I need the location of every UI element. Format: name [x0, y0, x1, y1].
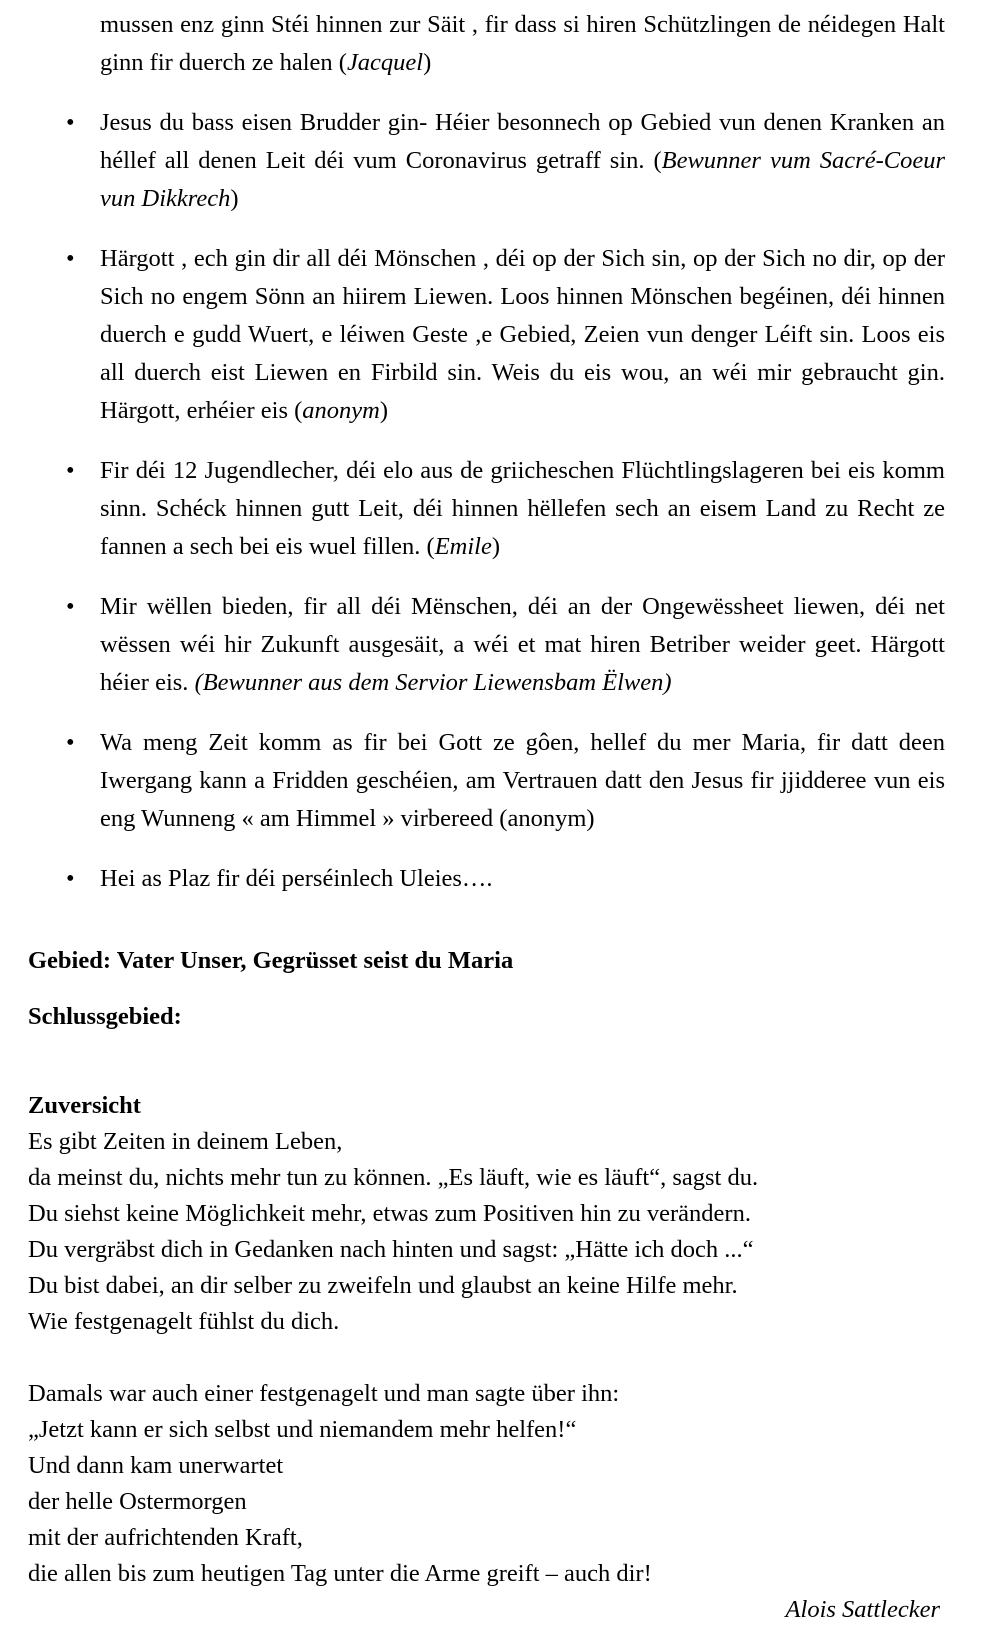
bullet-icon: •: [66, 109, 75, 136]
list-item: [28, 588, 945, 702]
list-item-body: [100, 104, 945, 218]
list-item: [28, 104, 945, 218]
list-item-text: Wa meng Zeit komm as fir bei Gott ze gôen, hellef du mer Maria, fir datt deen Iwergang kann a Fridden geschéien, am Vertrauen datt den Jesus fir jjidderee vun eis eng Wunneng « am Himmel » virbereed (anonym): [100, 729, 945, 832]
list-item-text: Hei as Plaz fir déi perséinlech Uleies….: [100, 865, 493, 892]
list-item-text: Jesus du bass eisen Brudder gin- Héier besonnech op Gebied vun denen Kranken an héllef all denen Leit déi vum Coronavirus getraff sin. (: [100, 109, 945, 174]
poem-line: da meinst du, nichts mehr tun zu können. „Es läuft, wie es läuft“, sagst du.: [28, 1164, 759, 1191]
list-item-body: [100, 860, 945, 898]
bullet-icon: •: [66, 245, 75, 272]
poem-line: Du vergräbst dich in Gedanken nach hinten und sagst: „Hätte ich doch ...“: [28, 1236, 754, 1263]
list-item-text: Fir déi 12 Jugendlecher, déi elo aus de griicheschen Flüchtlingslageren bei eis komm sinn. Schéck hinnen gutt Leit, déi hinnen hëllefen sech an eisem Land zu Recht ze fannen a sech bei eis wuel fillen. (: [100, 457, 945, 560]
bullet-icon: •: [66, 729, 75, 756]
list-item: [28, 240, 945, 430]
bullet-icon: •: [66, 457, 75, 484]
list-item-text: Härgott , ech gin dir all déi Mönschen , déi op der Sich sin, op der Sich no dir, op der Sich no engem Sönn an hiirem Liewen. Loos hinnen Mönschen begéinen, déi hinnen duerch e gudd Wuert, e léiwen Geste ,e Gebied, Zeien vun denger Léift sin. Loos eis all duerch eist Liewen en Firbild sin. Weis du eis wou, an wéi mir gebraucht gin. Härgott, erhéier eis (: [100, 245, 945, 424]
poem-line: mit der aufrichtenden Kraft,: [28, 1524, 303, 1551]
list-item-body: [100, 724, 945, 838]
list-item-tail: ): [491, 533, 501, 560]
list-item-attribution: anonym: [302, 397, 380, 424]
poem-author: Alois Sattlecker: [785, 1596, 940, 1623]
poem-zuversicht: [28, 1088, 945, 1628]
poem-line: Damals war auch einer festgenagelt und man sagte über ihn:: [28, 1380, 620, 1407]
list-item-body: [100, 240, 945, 430]
poem-line: die allen bis zum heutigen Tag unter die Arme greift – auch dir!: [28, 1560, 652, 1587]
poem-title-wrapper: [28, 1088, 945, 1124]
prayer-intentions-list: [28, 104, 945, 898]
poem-title: Zuversicht: [28, 1092, 141, 1119]
intro-paragraph: [28, 6, 945, 82]
list-item: [28, 452, 945, 566]
intro-paragraph-attribution: Jacquel: [346, 49, 424, 76]
poem-line: Du bist dabei, an dir selber zu zweifeln und glaubst an keine Hilfe mehr.: [28, 1272, 738, 1299]
heading-gebied: Gebied: Vater Unser, Gegrüsset seist du Maria: [28, 947, 514, 974]
list-item: [28, 724, 945, 838]
poem-line: Du siehst keine Möglichkeit mehr, etwas zum Positiven hin zu verändern.: [28, 1200, 751, 1227]
list-item-attribution: (Bewunner aus dem Servior Liewensbam Ëlwen): [194, 669, 672, 696]
poem-line: Und dann kam unerwartet: [28, 1452, 284, 1479]
list-item-body: [100, 452, 945, 566]
list-item-body: [100, 588, 945, 702]
list-item-attribution: Bewunner vum Sacré-Coeur vun Dikkrech: [100, 147, 945, 212]
intro-paragraph-text: mussen enz ginn Stéi hinnen zur Säit , fir dass si hiren Schützlingen de néidegen Halt ginn fir duerch ze halen (: [100, 11, 945, 76]
poem-line: „Jetzt kann er sich selbst und niemandem mehr helfen!“: [28, 1416, 577, 1443]
poem-line: Es gibt Zeiten in deinem Leben,: [28, 1128, 343, 1155]
list-item-text: Mir wëllen bieden, fir all déi Mënschen, déi an der Ongewëssheet liewen, déi net wëssen wéi hir Zukunft ausgesäit, a wéi et mat hiren Betriber weider geet. Härgott héier eis.: [100, 593, 945, 696]
intro-paragraph-tail: ): [423, 49, 432, 76]
list-item-tail: ): [379, 397, 389, 424]
poem-line-blank: [28, 1340, 945, 1376]
heading-schlussgebied: Schlussgebied:: [28, 1003, 182, 1030]
bullet-icon: •: [66, 593, 75, 620]
list-item-attribution: Emile: [434, 533, 492, 560]
bullet-icon: •: [66, 865, 75, 892]
list-item-tail: ): [230, 185, 239, 212]
poem-line: der helle Ostermorgen: [28, 1488, 247, 1515]
list-item: [28, 860, 945, 898]
poem-line: Wie festgenagelt fühlst du dich.: [28, 1308, 340, 1335]
